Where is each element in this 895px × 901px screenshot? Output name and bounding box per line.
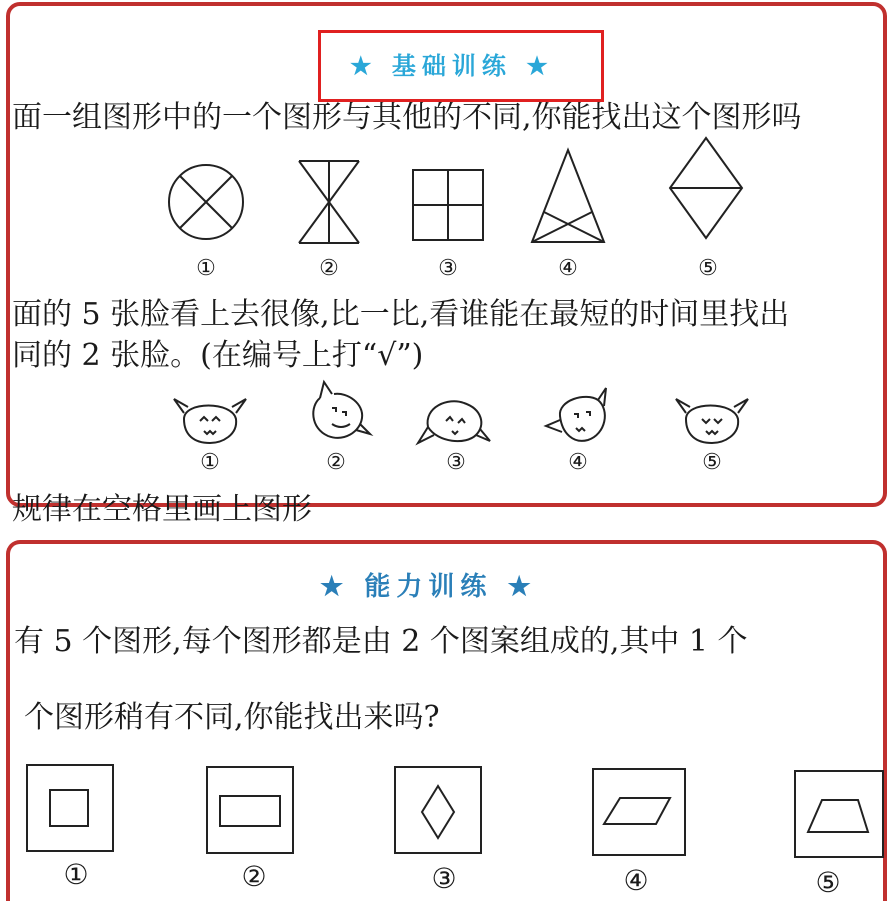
ability-training-panel <box>6 540 887 901</box>
option-label: ② <box>319 256 339 281</box>
face-4-figure <box>542 386 614 448</box>
circle-with-x-figure <box>166 162 246 242</box>
question-line-1: 有 5 个图形,每个图形都是由 2 个图案组成的,其中 1 个 <box>14 624 748 659</box>
star-icon: ★ <box>507 572 537 602</box>
title-highlight-box <box>318 30 604 102</box>
face-option-label: ⑤ <box>702 450 722 475</box>
four-square-grid-figure <box>412 169 484 241</box>
section-title-text: 能力训练 <box>364 572 493 602</box>
star-icon: ★ <box>526 51 554 80</box>
option-label: ⑤ <box>815 866 841 899</box>
option-label: ④ <box>558 256 578 281</box>
parallelogram-in-square-figure <box>592 768 688 858</box>
question-2-line-2: 同的 2 张脸。(在编号上打“√”) <box>12 338 424 373</box>
trapezoid-in-square-figure <box>794 770 886 860</box>
diamond-in-square-figure <box>394 766 484 856</box>
rectangle-in-square-figure <box>206 766 296 856</box>
star-icon: ★ <box>350 51 378 80</box>
option-label: ⑤ <box>698 256 718 281</box>
face-3-figure <box>416 391 492 447</box>
section-title-ability <box>320 566 537 603</box>
question-3-partial-text: 规律在空格里画上图形 <box>12 492 312 527</box>
section-title-text: 基础训练 <box>391 51 512 80</box>
question-2-line-1: 面的 5 张脸看上去很像,比一比,看谁能在最短的时间里找出 <box>12 297 790 332</box>
face-option-label: ③ <box>446 450 466 475</box>
face-option-label: ② <box>326 450 346 475</box>
kite-figure <box>668 136 744 240</box>
question-1-text: 面一组图形中的一个图形与其他的不同,你能找出这个图形吗 <box>12 100 802 135</box>
square-in-square-figure <box>26 764 116 854</box>
star-icon: ★ <box>320 572 350 602</box>
question-line-2: 个图形稍有不同,你能找出来吗? <box>24 700 440 735</box>
option-label: ④ <box>623 864 649 897</box>
face-5-figure <box>672 391 752 447</box>
face-option-label: ① <box>200 450 220 475</box>
face-2-figure <box>302 378 372 444</box>
option-label: ① <box>63 858 89 891</box>
face-1-figure <box>170 391 250 447</box>
option-label: ③ <box>431 862 457 895</box>
option-label: ② <box>241 860 267 893</box>
triangle-figure <box>530 148 606 244</box>
face-option-label: ④ <box>568 450 588 475</box>
option-label: ③ <box>438 256 458 281</box>
option-label: ① <box>196 256 216 281</box>
hourglass-figure <box>297 159 361 245</box>
